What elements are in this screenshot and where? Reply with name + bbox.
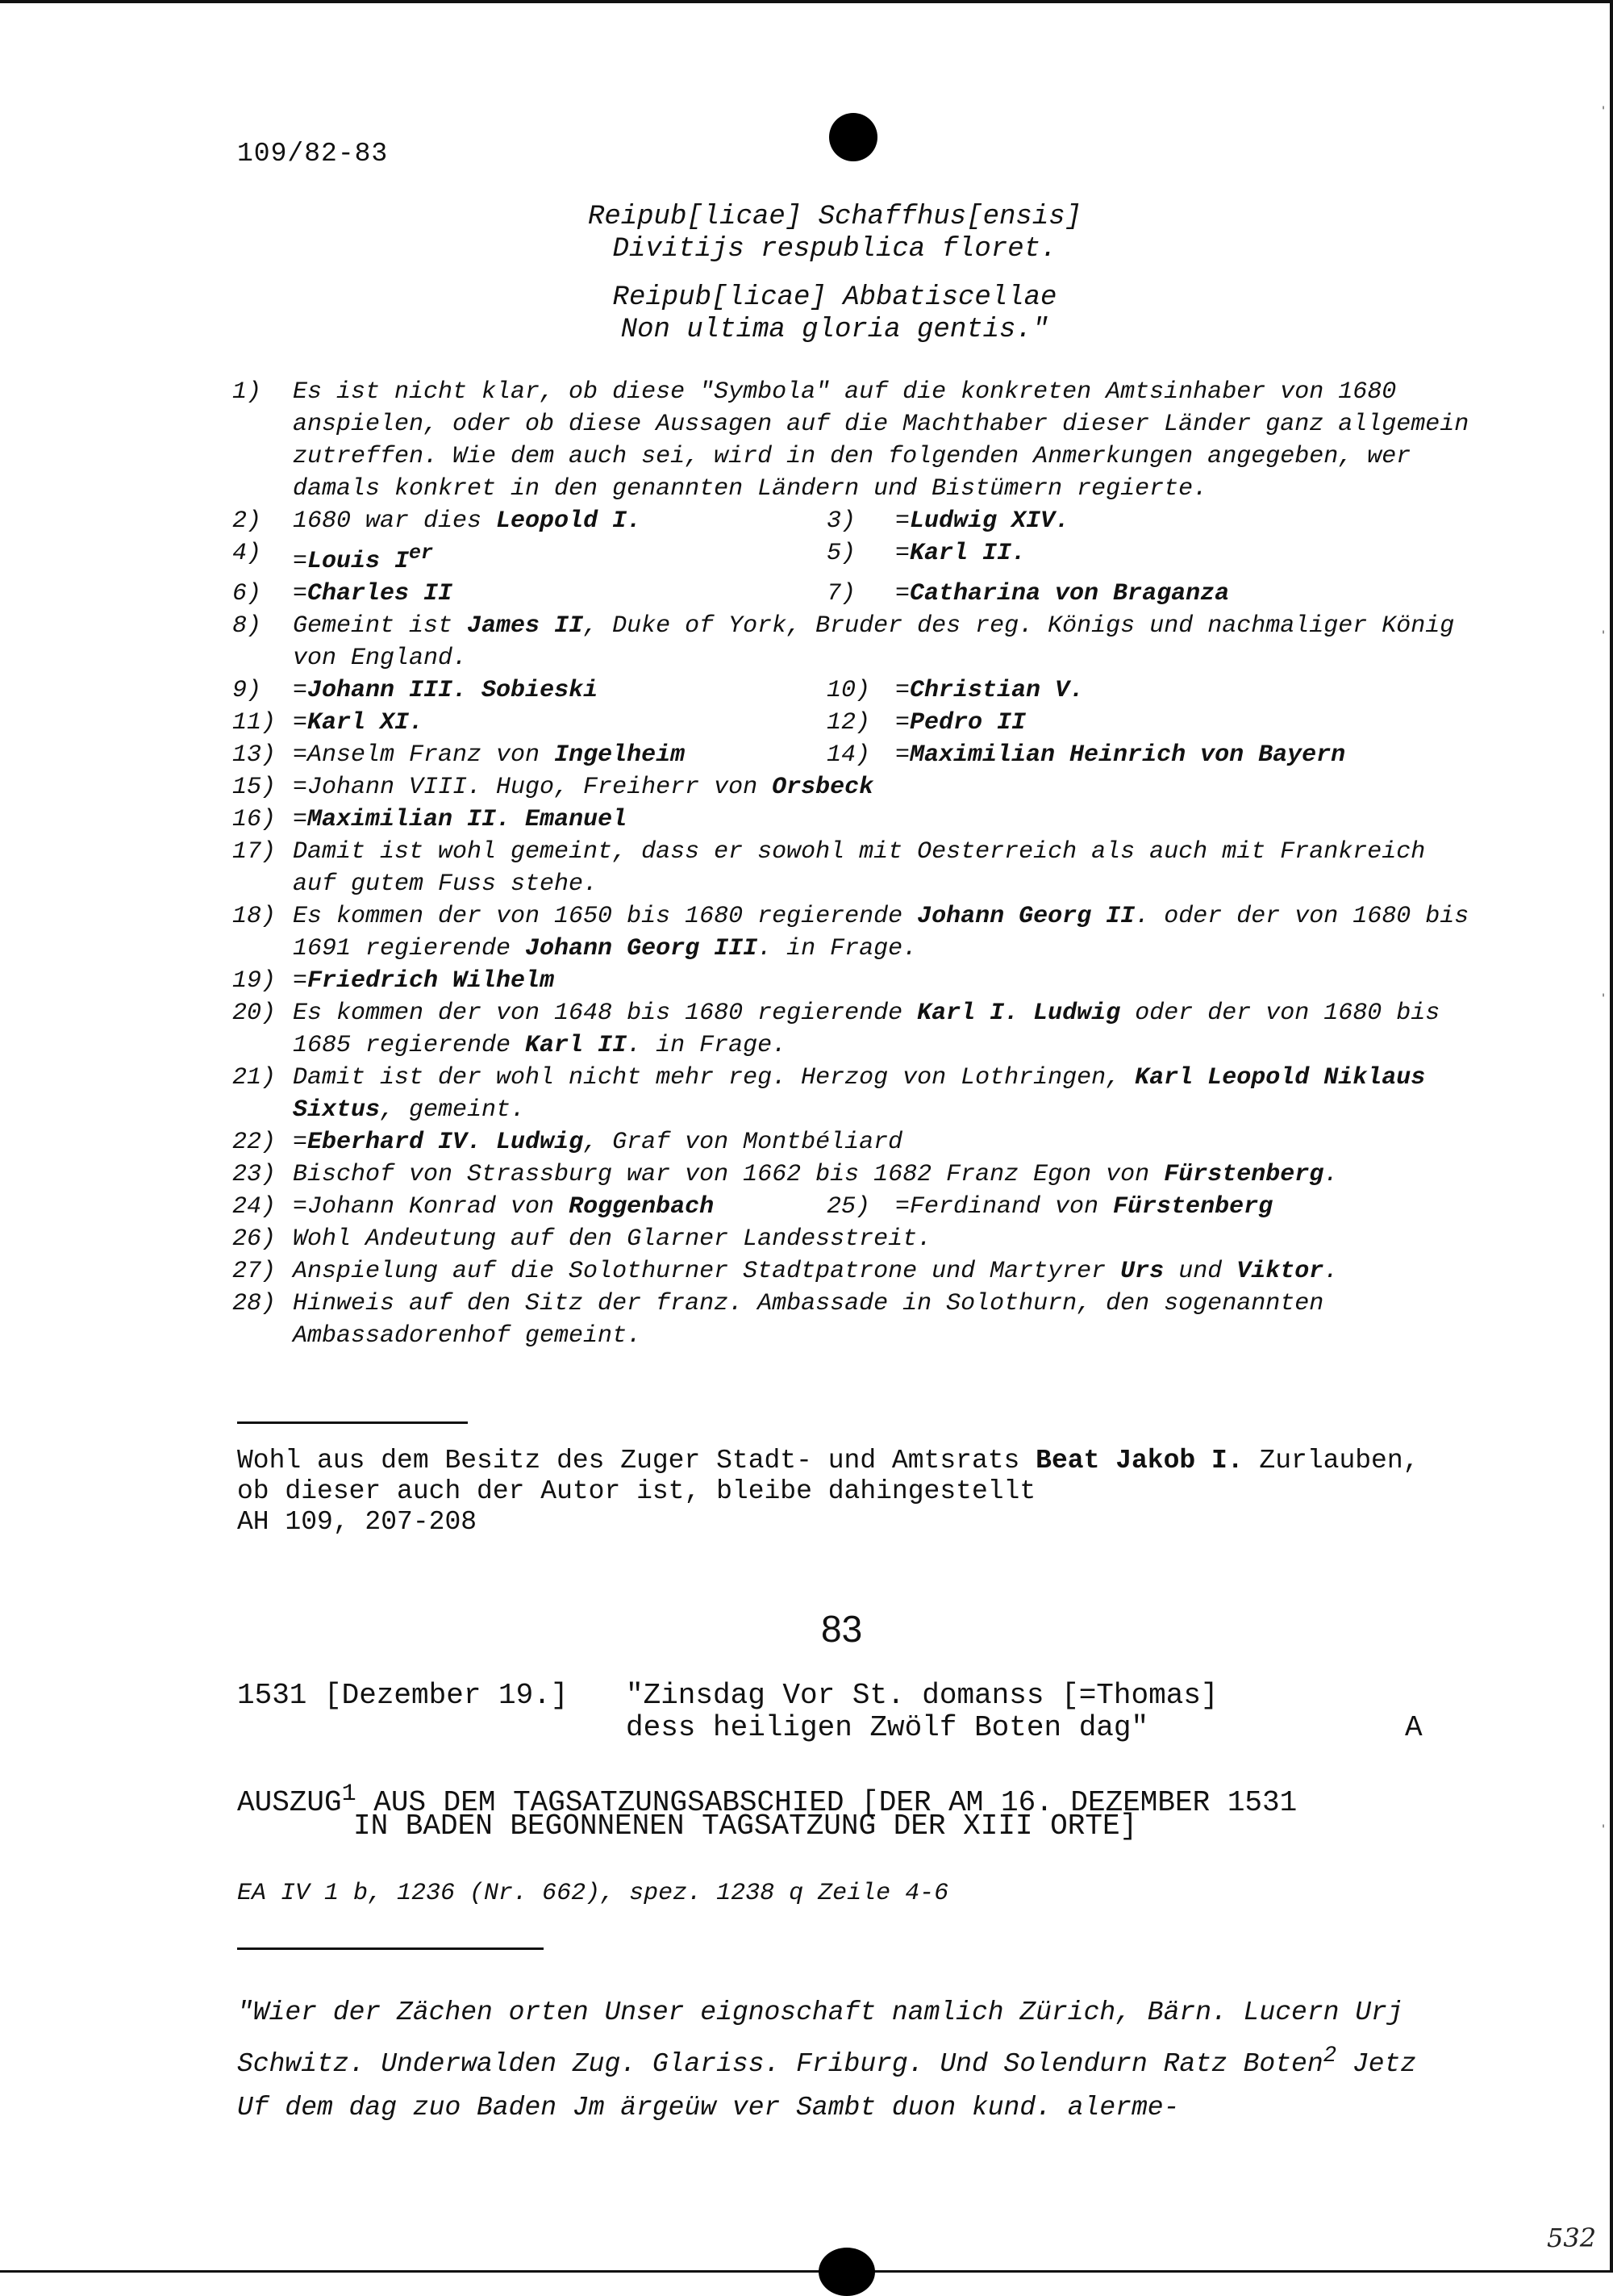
scan-tick: ' xyxy=(1602,992,1605,1005)
footnote-text-part: Damit ist der wohl nicht mehr reg. Herzog von Lothringen, xyxy=(293,1064,1136,1092)
section-number: 83 xyxy=(821,1608,863,1650)
symbolum-name: Reipub[licae] Abbatiscellae xyxy=(612,282,1057,313)
footnote xyxy=(232,1062,1474,1126)
footnote-number: 2) xyxy=(232,507,262,535)
footnote-number: 18) xyxy=(232,903,277,930)
symbolum-name: Reipub[licae] Schaffhus[ensis] xyxy=(587,202,1082,232)
footnote-text-part: Es kommen der von 1648 bis 1680 regierende xyxy=(293,1000,918,1027)
separator-rule xyxy=(237,1421,468,1424)
provenance-person: Beat Jakob I. xyxy=(1036,1446,1244,1476)
footnote xyxy=(232,376,1474,505)
footnote-text-part: . in Frage. xyxy=(757,935,918,962)
provenance-text: Zurlauben, ob dieser auch der Autor ist, bleibe dahingestellt xyxy=(237,1446,1419,1506)
footnote-text-part: = xyxy=(293,580,308,607)
provenance-text: Wohl aus dem Besitz des Zuger Stadt- und Amtsrats xyxy=(237,1446,1036,1476)
footnote-number: 16) xyxy=(232,806,277,833)
quote-text: "Wier der Zächen orten Unser eignoschaft namlich Zürich, Bärn. Lucern Urj Schwitz. Underwalden Zug. Glariss. Friburg. Und Solendurn Ratz Boten xyxy=(237,1998,1403,2079)
footnote xyxy=(232,965,1474,997)
footnote-text: Hinweis auf den Sitz der franz. Ambassade in Solothurn, den sogenannten Ambassadorenhof gemeint. xyxy=(293,1290,1324,1350)
symbolum-motto: Non ultima gloria gentis." xyxy=(620,315,1049,345)
footnote-pair xyxy=(232,707,1474,739)
footnote-text xyxy=(293,610,1474,674)
footnote-number: 10) xyxy=(827,677,871,704)
symbolum-motto: Divitijs respublica floret. xyxy=(612,234,1057,265)
scan-tick: ' xyxy=(1602,629,1605,642)
footnote-number: 28) xyxy=(232,1290,277,1317)
footnote xyxy=(232,1223,1474,1255)
footnote-bold-name: Urs xyxy=(1120,1258,1165,1285)
section-letter: A xyxy=(1405,1711,1423,1744)
footnote-number: 17) xyxy=(232,838,277,866)
footnote-bold-name: Karl II. xyxy=(910,540,1027,567)
footnote-text xyxy=(293,997,1474,1062)
footnote-text xyxy=(293,965,1474,997)
footnote-text-part: = xyxy=(895,507,911,535)
footnote-bold-name: Fürstenberg xyxy=(1113,1193,1273,1221)
section-date: 1531 [Dezember 19.] xyxy=(237,1679,569,1712)
footnote-pair xyxy=(232,537,1474,578)
footnote-text-part: = xyxy=(895,677,911,704)
footnote-bold-name: Karl II xyxy=(525,1032,627,1059)
footnote-text-part: , Duke of York, Bruder des reg. Königs und nachmaliger König von England. xyxy=(293,612,1455,672)
footnote xyxy=(232,836,1474,900)
footnote-bold-name: Fürstenberg xyxy=(1164,1161,1324,1188)
footnote-number: 6) xyxy=(232,580,262,607)
footnote-text xyxy=(293,674,827,707)
footnote-text-part: , gemeint. xyxy=(380,1096,526,1124)
footnote-text-part: =Johann Konrad von xyxy=(293,1193,569,1221)
footnote-text xyxy=(293,900,1474,965)
punch-hole-top xyxy=(829,113,877,161)
footnote-bold-name: Pedro II xyxy=(910,709,1027,737)
footnote-pair xyxy=(232,674,1474,707)
section-date-quote: "Zinsdag Vor St. domanss [=Thomas] xyxy=(626,1679,1219,1712)
footnote-number: 20) xyxy=(232,1000,277,1027)
footnote-bold-name: James II xyxy=(467,612,584,640)
footnote-bold-name: Roggenbach xyxy=(569,1193,715,1221)
footnote-number: 21) xyxy=(232,1064,277,1092)
footnote-number: 13) xyxy=(232,741,277,769)
footnote-text-part: = xyxy=(293,548,308,575)
source-quote xyxy=(237,1991,1463,2130)
footnote-text xyxy=(895,739,1474,771)
section-date-quote: dess heiligen Zwölf Boten dag" xyxy=(626,1711,1149,1744)
footnote-number: 1) xyxy=(232,378,262,406)
footnote-text xyxy=(293,804,1474,836)
footnote-text xyxy=(293,739,827,771)
footnote-bold-name: Ludwig XIV. xyxy=(910,507,1070,535)
footnote xyxy=(232,1255,1474,1288)
footnote-text-part: = xyxy=(293,1129,308,1156)
footnote-text xyxy=(293,537,827,578)
footnote-text-part: , Graf von Montbéliard xyxy=(583,1129,903,1156)
footnote-number: 9) xyxy=(232,677,262,704)
scan-tick: ' xyxy=(1602,1823,1605,1836)
footnote-text-part: Gemeint ist xyxy=(293,612,468,640)
quote-superscript: 2 xyxy=(1323,2043,1337,2068)
footnote-text xyxy=(895,505,1474,537)
footnote xyxy=(232,771,1474,804)
footnote xyxy=(232,900,1474,965)
footnote-text-part: = xyxy=(895,709,911,737)
footnote-text-part: = xyxy=(293,967,308,995)
footnote-bold-name: Christian V. xyxy=(910,677,1085,704)
footnote xyxy=(232,997,1474,1062)
footnote-number: 27) xyxy=(232,1258,277,1285)
footnote-bold-name: Eberhard IV. Ludwig xyxy=(307,1129,584,1156)
footnote-number: 14) xyxy=(827,741,871,769)
footnote-text xyxy=(293,505,827,537)
handwritten-page-mark: 532 xyxy=(1547,2223,1597,2253)
footnote-number: 25) xyxy=(827,1193,871,1221)
page-number: 109/82-83 xyxy=(237,139,389,169)
footnote-text xyxy=(293,578,827,610)
punch-hole-bottom xyxy=(819,2248,875,2296)
footnote-bold-name: Maximilian Heinrich von Bayern xyxy=(910,741,1346,769)
footnote-text-part: = xyxy=(895,741,911,769)
footnote-text-part: Es kommen der von 1650 bis 1680 regierende xyxy=(293,903,918,930)
footnote-pair xyxy=(232,1191,1474,1223)
footnote-text xyxy=(293,1255,1474,1288)
footnote xyxy=(232,1288,1474,1352)
footnote-bold-name: Johann Georg III xyxy=(525,935,758,962)
footnote-number: 26) xyxy=(232,1225,277,1253)
footnote-pair xyxy=(232,578,1474,610)
footnote-text xyxy=(895,707,1474,739)
scan-tick: ' xyxy=(1602,105,1605,118)
section-title-text: AUSZUG xyxy=(237,1786,342,1819)
footnote-text-part: Bischof von Strassburg war von 1662 bis 1682 Franz Egon von xyxy=(293,1161,1165,1188)
footnote-bold-name: Friedrich Wilhelm xyxy=(307,967,555,995)
footnote-text-part: =Ferdinand von xyxy=(895,1193,1114,1221)
page-border-top xyxy=(0,0,1613,3)
footnote-text-part: . in Frage. xyxy=(627,1032,787,1059)
section-title-line-2: IN BADEN BEGONNENEN TAGSATZUNG DER XIII ORTE] xyxy=(353,1810,1138,1843)
footnote-bold-name: Charles II xyxy=(307,580,453,607)
footnote-bold-name: Maximilian II. Emanuel xyxy=(307,806,627,833)
quote-text: Jetz Uf dem dag zuo Baden Jm ärgeüw ver Sambt duon kund. alerme- xyxy=(237,2049,1417,2123)
footnote-number: 23) xyxy=(232,1161,277,1188)
footnote-bold-name: Johann III. Sobieski xyxy=(307,677,598,704)
footnote-superscript: er xyxy=(409,541,434,565)
provenance-source: AH 109, 207-208 xyxy=(237,1507,477,1537)
footnote-text-part: . xyxy=(1323,1161,1339,1188)
footnote-text-part: = xyxy=(895,580,911,607)
footnote-text xyxy=(293,1158,1474,1191)
footnote-bold-name: Orsbeck xyxy=(772,774,874,801)
footnote-text-part: =Johann VIII. Hugo, Freiherr von xyxy=(293,774,773,801)
footnote-text-part: . xyxy=(1323,1258,1339,1285)
footnote-bold-name: Catharina von Braganza xyxy=(910,580,1230,607)
footnote-text-part: =Anselm Franz von xyxy=(293,741,555,769)
footnote-text: Wohl Andeutung auf den Glarner Landesstreit. xyxy=(293,1225,932,1253)
footnote-number: 7) xyxy=(827,580,857,607)
footnote-number: 24) xyxy=(232,1193,277,1221)
page-border-right xyxy=(1610,0,1613,2273)
footnote-bold-name: Ingelheim xyxy=(554,741,686,769)
section-title-superscript: 1 xyxy=(341,1780,356,1808)
footnote-text-part: oder der von 1680 bis 1685 regierende xyxy=(293,1000,1440,1059)
footnote-bold-name: Karl Leopold Niklaus Sixtus xyxy=(293,1064,1426,1124)
footnote-text-part: 1680 war dies xyxy=(293,507,497,535)
footnote-text xyxy=(895,537,1474,578)
footnote-text xyxy=(293,707,827,739)
footnote xyxy=(232,1126,1474,1158)
footnote-bold-name: Louis I xyxy=(307,548,410,575)
footnote-bold-name: Karl XI. xyxy=(307,709,424,737)
footnote-text xyxy=(895,578,1474,610)
footnote-number: 22) xyxy=(232,1129,277,1156)
footnote-pair xyxy=(232,739,1474,771)
footnote-text xyxy=(293,1062,1474,1126)
provenance-note xyxy=(237,1446,1431,1538)
footnote-number: 11) xyxy=(232,709,277,737)
footnote-number: 19) xyxy=(232,967,277,995)
footnote-text xyxy=(293,1126,1474,1158)
footnote xyxy=(232,804,1474,836)
footnote-bold-name: Viktor xyxy=(1236,1258,1324,1285)
separator-rule xyxy=(237,1947,544,1950)
footnote-number: 3) xyxy=(827,507,857,535)
footnote-text xyxy=(293,1191,827,1223)
footnote-text-part: . oder der von 1680 bis 1691 regierende xyxy=(293,903,1469,962)
footnote-number: 4) xyxy=(232,540,262,567)
footnote-bold-name: Karl I. Ludwig xyxy=(917,1000,1121,1027)
footnote-text: Es ist nicht klar, ob diese "Symbola" auf die konkreten Amtsinhaber von 1680 anspielen, oder ob diese Aussagen auf die Machthaber dieser Länder ganz allgemein zutreffen. Wie dem auch sei, wird in den folgenden Anmerkungen angegeben, wer damals konkret in den genannten Ländern und Bistümern regierte. xyxy=(293,378,1469,503)
section-reference: EA IV 1 b, 1236 (Nr. 662), spez. 1238 q Zeile 4-6 xyxy=(237,1880,949,1907)
footnote-text-part: = xyxy=(293,677,308,704)
footnote-number: 12) xyxy=(827,709,871,737)
footnote-number: 5) xyxy=(827,540,857,567)
footnote xyxy=(232,610,1474,674)
footnote-number: 15) xyxy=(232,774,277,801)
footnote-text-part: und xyxy=(1164,1258,1237,1285)
footnote-pair xyxy=(232,505,1474,537)
footnote-bold-name: Leopold I. xyxy=(496,507,642,535)
footnote-text-part: = xyxy=(895,540,911,567)
footnote-list xyxy=(232,376,1474,1352)
section-title-text: AUS DEM TAGSATZUNGSABSCHIED [DER AM 16. DEZEMBER 1531 xyxy=(356,1786,1298,1819)
footnote-text xyxy=(895,1191,1474,1223)
footnote-text-part: = xyxy=(293,806,308,833)
footnote-number: 8) xyxy=(232,612,262,640)
footnote-text xyxy=(293,771,1474,804)
footnote-text: Damit ist wohl gemeint, dass er sowohl mit Oesterreich als auch mit Frankreich auf gutem Fuss stehe. xyxy=(293,838,1426,898)
footnote-text-part: = xyxy=(293,709,308,737)
footnote-text-part: Anspielung auf die Solothurner Stadtpatrone und Martyrer xyxy=(293,1258,1121,1285)
footnote-bold-name: Johann Georg II xyxy=(917,903,1136,930)
footnote xyxy=(232,1158,1474,1191)
footnote-text xyxy=(895,674,1474,707)
